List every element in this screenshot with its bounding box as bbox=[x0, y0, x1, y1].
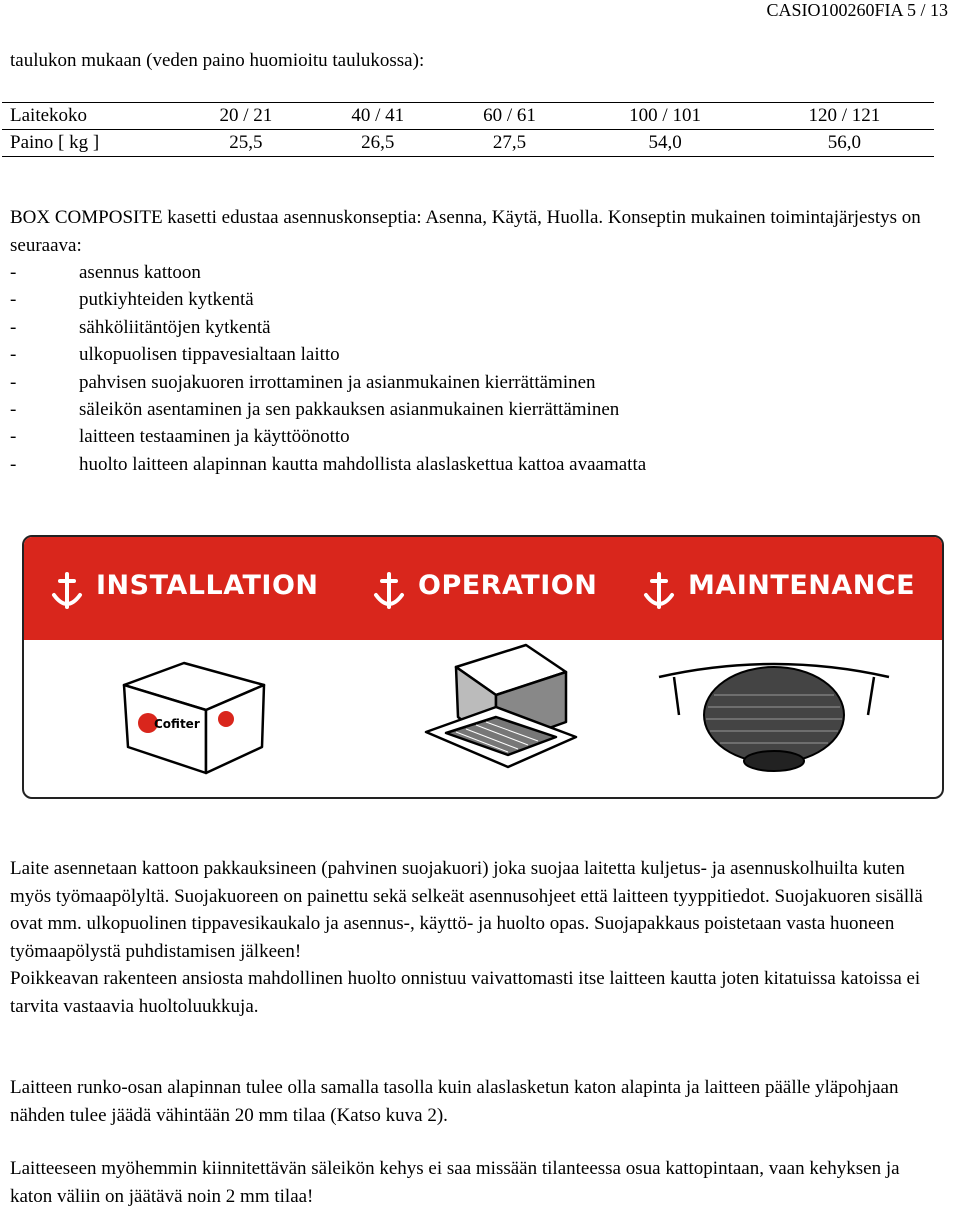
table-cell: 120 / 121 bbox=[755, 103, 934, 130]
table-cell: 27,5 bbox=[444, 130, 576, 157]
step-text: huolto laitteen alapinnan kautta mahdollista alaslaskettua kattoa avaamatta bbox=[79, 453, 647, 475]
step-text: sähköliitäntöjen kytkentä bbox=[79, 316, 271, 338]
step-text: putkiyhteiden kytkentä bbox=[79, 289, 254, 311]
operation-label: OPERATION bbox=[418, 570, 598, 601]
table-cell: 56,0 bbox=[755, 130, 934, 157]
table-cell: Laitekoko bbox=[2, 103, 180, 130]
installation-paragraph: Laite asennetaan kattoon pakkauksineen (pahvinen suojakuori) joka suojaa laitetta kuljetus- ja asennuskolhuilta kuten myös työmaapölyltä. Suojakuoreen on painettu sekä selkeät asennusohjeet että laitteen tyyppitiedot. Suojakuoren sisällä ovat mm. ulkopuolinen tippavesikaukalo ja asennus-, käyttö- ja huolto opas. Suojapakkaus poistetaan vasta huoneen työmaapölystä puhdistamisen jälkeen! Poikkeavan rakenteen ansiosta mahdollinen huolto onnistuu vaivattomasti itse laitteen kautta joten kitatuissa katoissa ei tarvita vastaavia huoltoluukkuja. bbox=[10, 858, 923, 1017]
table-row bbox=[2, 130, 934, 157]
step-text: ulkopuolisen tippavesialtaan laitto bbox=[79, 344, 340, 366]
table-cell: 26,5 bbox=[312, 130, 444, 157]
list-item: - asennus kattoon bbox=[10, 262, 201, 283]
intro-text: taulukon mukaan (veden paino huomioitu taulukossa): bbox=[10, 50, 425, 71]
maintenance-label: MAINTENANCE bbox=[688, 570, 916, 601]
installation-label: INSTALLATION bbox=[96, 570, 319, 601]
weight-table bbox=[2, 102, 934, 157]
ceiling-level-paragraph: Laitteen runko-osan alapinnan tulee olla samalla tasolla kuin alaslasketun katon alapinta ja laitteen päälle yläpohjaan nähden tulee jäädä vähintään 20 mm tilaa (Katso kuva 2). bbox=[10, 1077, 899, 1126]
table-row bbox=[2, 103, 934, 130]
table-cell: 54,0 bbox=[575, 130, 754, 157]
step-text: pahvisen suojakuoren irrottaminen ja asianmukainen kierrättäminen bbox=[79, 371, 596, 393]
page-header: CASIO100260FIA 5 / 13 bbox=[766, 0, 948, 20]
steps-list bbox=[10, 259, 646, 478]
table-cell: 20 / 21 bbox=[180, 103, 312, 130]
anchor-icon bbox=[372, 571, 406, 613]
list-item: - sähköliitäntöjen kytkentä bbox=[10, 316, 271, 338]
table-cell: Paino [ kg ] bbox=[2, 130, 180, 157]
cassette-unit-illustration bbox=[416, 637, 586, 787]
list-item: - ulkopuolisen tippavesialtaan laitto bbox=[10, 344, 340, 366]
table-cell: 40 / 41 bbox=[312, 103, 444, 130]
box-logo: Cofiter bbox=[154, 717, 200, 731]
anchor-icon bbox=[50, 571, 84, 613]
installation-concept-banner bbox=[22, 535, 944, 799]
table-cell: 60 / 61 bbox=[444, 103, 576, 130]
concept-paragraph: BOX COMPOSITE kasetti edustaa asennuskonseptia: Asenna, Käytä, Huolla. Konseptin mukainen toimintajärjestys on seuraava: bbox=[10, 207, 921, 256]
step-text: laitteen testaaminen ja käyttöönotto bbox=[79, 426, 350, 448]
step-text: säleikön asentaminen ja sen pakkauksen asianmukainen kierrättäminen bbox=[79, 398, 620, 420]
grille-frame-paragraph: Laitteeseen myöhemmin kiinnitettävän säleikön kehys ei saa missään tilanteessa osua kattopintaan, vaan kehyksen ja katon väliin on jäätävä noin 2 mm tilaa! bbox=[10, 1158, 900, 1207]
list-item: - putkiyhteiden kytkentä bbox=[10, 289, 254, 311]
step-text: asennus kattoon bbox=[79, 262, 201, 283]
packaged-unit-illustration bbox=[114, 655, 274, 785]
list-item: - laitteen testaaminen ja käyttöönotto bbox=[10, 426, 350, 448]
maintenance-illustration bbox=[654, 655, 894, 785]
list-item: - pahvisen suojakuoren irrottaminen ja asianmukainen kierrättäminen bbox=[10, 371, 596, 393]
table-cell: 100 / 101 bbox=[575, 103, 754, 130]
table-cell: 25,5 bbox=[180, 130, 312, 157]
anchor-icon bbox=[642, 571, 676, 613]
list-item: - säleikön asentaminen ja sen pakkauksen asianmukainen kierrättäminen bbox=[10, 398, 620, 420]
list-item: - huolto laitteen alapinnan kautta mahdollista alaslaskettua kattoa avaamatta bbox=[10, 453, 647, 475]
